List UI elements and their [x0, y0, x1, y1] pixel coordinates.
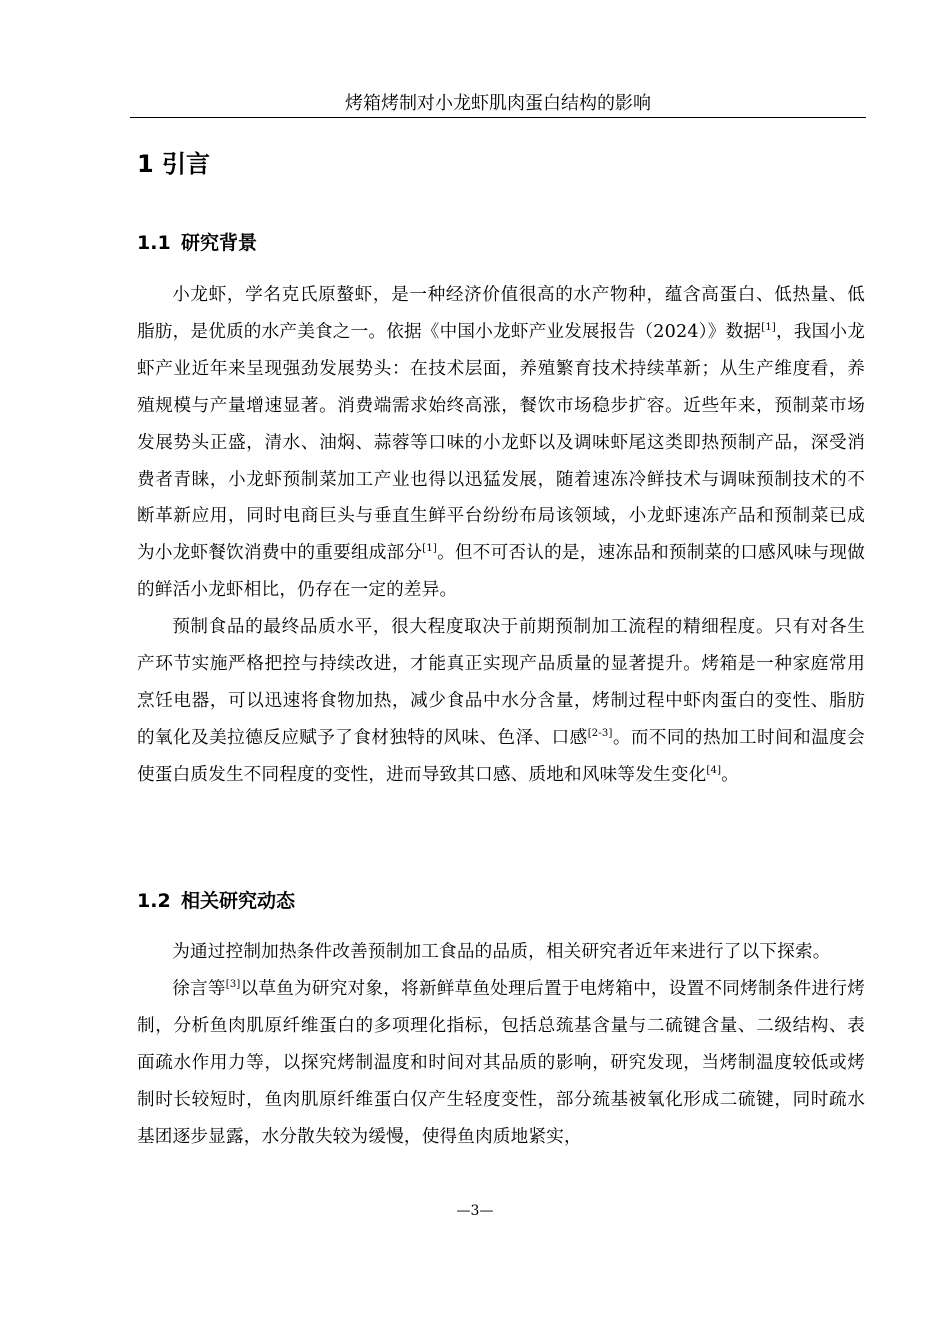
section-body-1-2 [137, 934, 865, 1155]
text-run: 。但不可否认的是，速冻品和预制菜的口感风味与现做的鲜活小龙虾相比，仍存在一定的差异。 [137, 543, 865, 601]
text-run: 。 [721, 764, 739, 785]
section-heading-1-1 [137, 229, 257, 257]
paragraph [137, 277, 865, 609]
paragraph [137, 971, 865, 1156]
paragraph [137, 934, 865, 971]
paragraph [137, 609, 865, 794]
citation: [4] [706, 764, 722, 776]
section-number: 1.2 [137, 890, 171, 912]
header-rule [130, 117, 866, 118]
section-title: 研究背景 [181, 232, 258, 254]
citation: [1] [761, 321, 776, 333]
section-title: 相关研究动态 [181, 890, 296, 912]
text-run: 。而不同的热加工时间和温度会使蛋白质发生不同程度的变性，进而导致其口感、质地和风味等发生变化 [137, 727, 865, 785]
text-run: 预制食品的最终品质水平，很大程度取决于前期预制加工流程的精细程度。只有对各生产环节实施严格把控与持续改进，才能真正实现产品质量的显著提升。烤箱是一种家庭常用烹饪电器，可以迅速将食物加热，减少食品中水分含量，烤制过程中虾肉蛋白的变性、脂肪的氧化及美拉德反应赋予了食材独特的风味、色泽、口感 [137, 617, 865, 748]
section-number: 1.1 [137, 232, 171, 254]
page-number: —3— [456, 1203, 494, 1219]
citation: [3] [225, 978, 241, 990]
text-run: 为通过控制加热条件改善预制加工食品的品质，相关研究者近年来进行了以下探索。 [172, 942, 831, 962]
text-run: 徐言等 [172, 978, 226, 999]
section-heading-1-2 [137, 887, 295, 915]
text-run: ，我国小龙虾产业近年来呈现强劲发展势头：在技术层面，养殖繁育技术持续革新；从生产维度看，养殖规模与产量增速显著。消费端需求始终高涨，餐饮市场稳步扩容。近些年来，预制菜市场发展势头正盛，清水、油焖、蒜蓉等口味的小龙虾以及调味虾尾这类即热预制产品，深受消费者青睐，小龙虾预制菜加工产业也得以迅猛发展，随着速冻冷鲜技术与调味预制技术的不断革新应用，同时电商巨头与垂直生鲜平台纷纷布局该领域，小龙虾速冻产品和预制菜已成为小龙虾餐饮消费中的重要组成部分 [137, 321, 865, 564]
chapter-title: 1 引言 [137, 150, 211, 178]
text-run: 以草鱼为研究对象，将新鲜草鱼处理后置于电烤箱中，设置不同烤制条件进行烤制，分析鱼肉肌原纤维蛋白的多项理化指标，包括总巯基含量与二硫键含量、二级结构、表面疏水作用力等，以探究烤制温度和时间对其品质的影响，研究发现，当烤制温度较低或烤制时长较短时，鱼肉肌原纤维蛋白仅产生轻度变性，部分巯基被氧化形成二硫键，同时疏水基团逐步显露，水分散失较为缓慢，使得鱼肉质地紧实， [137, 978, 865, 1147]
citation: [1] [422, 543, 438, 555]
text-run: 小龙虾，学名克氏原螯虾，是一种经济价值很高的水产物种，蕴含高蛋白、低热量、低脂肪，是优质的水产美食之一。依据《中国小龙虾产业发展报告（2024）》数据 [137, 285, 865, 342]
citation: [2-3] [587, 727, 613, 739]
section-body-1-1 [137, 277, 865, 794]
running-header: 烤箱烤制对小龙虾肌肉蛋白结构的影响 [345, 93, 651, 114]
